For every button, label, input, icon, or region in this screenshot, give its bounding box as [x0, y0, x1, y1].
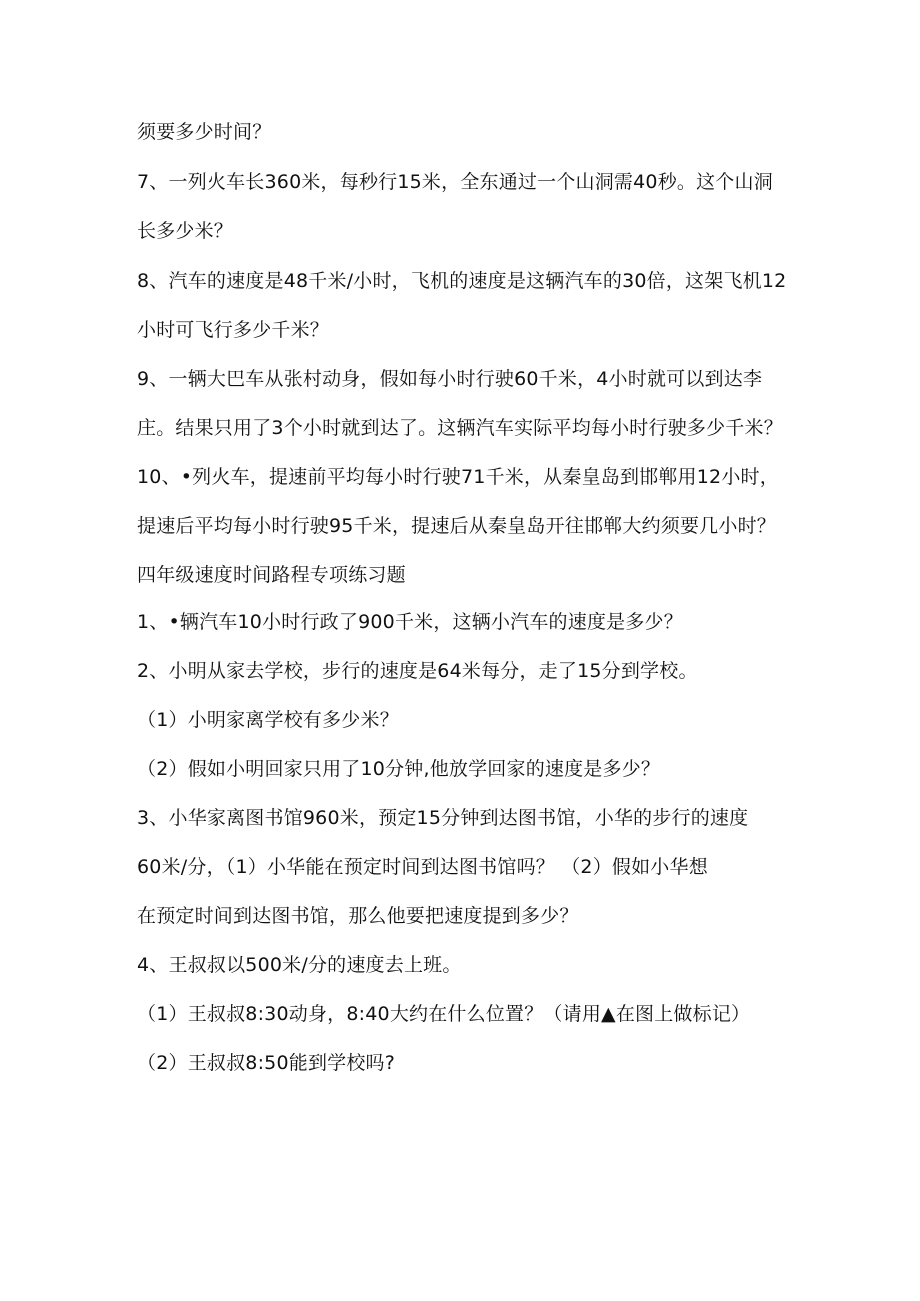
question-2-sub-1: （1）小明家离学校有多少米？ — [137, 709, 399, 731]
question-9-line-2: 庄。结果只用了3个小时就到达了。这辆汽车实际平均每小时行驶多少千米？ — [137, 417, 783, 439]
question-2-sub-2: （2）假如小明回家只用了10分钟,他放学回家的速度是多少？ — [137, 758, 661, 780]
section-question-1: 1、•辆汽车10小时行政了900千米，这辆小汽车的速度是多少？ — [137, 611, 683, 633]
question-9-line-1: 9、一辆大巴车从张村动身，假如每小时行驶60千米，4小时就可以到达李 — [137, 368, 763, 390]
question-10-line-2: 提速后平均每小时行驶95千米，提速后从秦皇岛开往邯郸大约须要几小时？ — [137, 515, 776, 537]
question-8-line-1: 8、汽车的速度是48千米/小时，飞机的速度是这辆汽车的30倍，这架飞机12 — [137, 270, 787, 292]
section-title: 四年级速度时间路程专项练习题 — [137, 564, 406, 586]
question-8-line-2: 小时可飞行多少千米？ — [137, 319, 330, 341]
question-10-line-1: 10、•列火车，提速前平均每小时行驶71千米，从秦皇岛到邯郸用12小时， — [137, 466, 779, 488]
section-question-3-line-3: 在预定时间到达图书馆，那么他要把速度提到多少？ — [137, 905, 579, 927]
question-7-line-1: 7、一列火车长360米，每秒行15米，全东通过一个山洞需40秒。这个山洞 — [137, 171, 773, 193]
section-question-4: 4、王叔叔以500米/分的速度去上班。 — [137, 954, 462, 976]
question-4-sub-2: （2）王叔叔8:50能到学校吗? — [137, 1052, 396, 1074]
section-question-2: 2、小明从家去学校，步行的速度是64米每分，走了15分到学校。 — [137, 660, 698, 682]
section-question-3-line-1: 3、小华家离图书馆960米，预定15分钟到达图书馆，小华的步行的速度 — [137, 807, 749, 829]
question-7-line-2: 长多少米？ — [137, 220, 234, 242]
section-question-3-line-2: 60米/分，（1）小华能在预定时间到达图书馆吗？ （2）假如小华想 — [137, 856, 708, 878]
question-4-sub-1: （1）王叔叔8:30动身，8:40大约在什么位置？（请用▲在图上做标记） — [137, 1003, 751, 1025]
text-line-1: 须要多少时间？ — [137, 121, 272, 143]
